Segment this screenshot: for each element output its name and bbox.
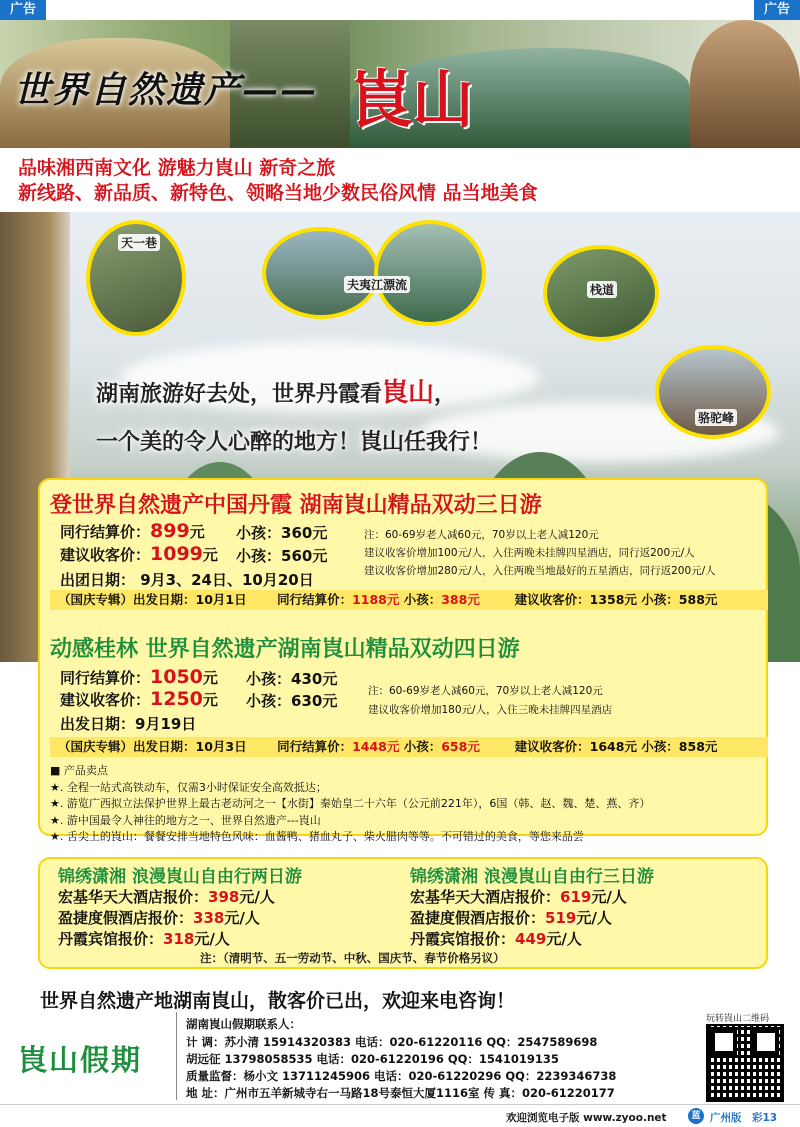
free-travel-price-row: 丹霞宾馆报价：449元/人 <box>410 930 582 948</box>
photo-circle-tianyixiang <box>86 220 186 336</box>
highlight-item: ★. 游览广西拟立法保护世界上最古老动河之一【水街】秦始皇二十六年（公元前221年），6国（韩、赵、魏、楚、燕、齐） <box>50 797 651 810</box>
contact-address: 地 址：广州市五羊新城寺右一马路18号泰恒大厦1116室 传 真：020-61220177 <box>186 1086 615 1100</box>
tour1-dates: 出团日期： 9月3、24日、10月20日 <box>60 571 314 589</box>
free-travel-note: 注：（清明节、五一劳动节、中秋、国庆节、春节价格另议） <box>200 951 505 965</box>
ad-tag-right: 广告 <box>754 0 800 20</box>
banner-place-name: 崀山 <box>350 63 475 136</box>
divider <box>176 1012 177 1100</box>
footer-edition: 广州版 <box>710 1112 742 1124</box>
free-travel-3day-title: 锦绣潇湘 浪漫崀山自由行三日游 <box>410 867 654 887</box>
tour1-peer-price: 同行结算价：899元 <box>60 520 205 542</box>
tour2-suggested-child: 小孩：630元 <box>246 692 338 710</box>
qr-code-icon <box>706 1024 784 1102</box>
scene-label: 天一巷 <box>118 234 160 251</box>
tour2-peer-child: 小孩：430元 <box>246 670 338 688</box>
tour2-suggested-price: 建议收客价：1250元 <box>60 688 218 710</box>
tour1-peer-child: 小孩：360元 <box>236 524 328 542</box>
product-highlights <box>50 763 650 846</box>
photo-circle-rafting-1 <box>262 227 380 319</box>
ad-tag-left: 广告 <box>0 0 46 20</box>
highlight-item: ★. 舌尖上的崀山：餐餐安排当地特色风味：血酱鸭、猪血丸子、柴火腊肉等等。不可错过的美食，等您来品尝 <box>50 830 584 843</box>
qr-label: 玩转崀山二维码 <box>706 1014 770 1024</box>
highlights-heading: ■ 产品卖点 <box>50 764 108 777</box>
edition-badge: 蓝 <box>688 1108 704 1124</box>
slogan-line-1: 湖南旅游好去处，世界丹霞看崀山， <box>96 378 457 408</box>
free-travel-price-row: 盈捷度假酒店报价：519元/人 <box>410 909 612 927</box>
tour1-note: 建议收客价增加280元/人，入住两晚当地最好的五星酒店，同行返200元/人 <box>364 565 716 577</box>
tagline-1: 品味湘西南文化 游魅力崀山 新奇之旅 <box>18 157 336 179</box>
footer-website: 欢迎浏览电子版 www.zyoo.net <box>506 1112 667 1124</box>
brand-name: 崀山假期 <box>18 1043 143 1077</box>
tour1-note: 建议收客价增加100元/人，入住两晚未挂牌四星酒店，同行返200元/人 <box>364 547 695 559</box>
page-footer <box>0 1104 800 1127</box>
contact-line: 计 调：苏小清 15914320383 电话：020-61220116 QQ：2547589698 <box>186 1035 598 1049</box>
photo-circle-camel-peak <box>655 345 771 439</box>
tour2-dates: 出发日期：9月19日 <box>60 715 197 733</box>
contact-line: 质量监督：杨小文 13711245906 电话：020-61220296 QQ：2239346738 <box>186 1069 617 1083</box>
scene-label: 骆驼峰 <box>695 409 737 426</box>
call-to-action: 世界自然遗产地湖南崀山，散客价已出，欢迎来电咨询！ <box>40 990 516 1012</box>
photo-circle-plankway <box>543 245 659 341</box>
tour2-national-day-strip: （国庆专辑）出发日期：10月3日 同行结算价：1448元 小孩：658元 建议收客价：1648元 小孩：858元 <box>50 737 768 757</box>
tour1-title: 登世界自然遗产中国丹霞 湖南崀山精品双动三日游 <box>50 493 542 518</box>
highlight-item: ★. 全程一站式高铁动车，仅需3小时保证安全高效抵达； <box>50 780 327 794</box>
tour1-suggested-price: 建议收客价：1099元 <box>60 543 218 565</box>
highlight-item: ★. 游中国最令人神往的地方之一、世界自然遗产---崀山 <box>50 813 321 827</box>
tour2-note: 建议收客价增加180元/人，入住三晚未挂牌四星酒店 <box>368 704 613 716</box>
footer-page-number: 彩13 <box>752 1112 778 1124</box>
tour2-title: 动感桂林 世界自然遗产湖南崀山精品双动四日游 <box>50 637 520 662</box>
tour1-national-day-strip: （国庆专辑）出发日期：10月1日 同行结算价：1188元 小孩：388元 建议收客价：1358元 小孩：588元 <box>50 590 768 610</box>
banner-title: 世界自然遗产—— <box>14 69 319 111</box>
header-banner <box>0 20 800 148</box>
tour1-note: 注：60-69岁老人减60元，70岁以上老人减120元 <box>364 529 599 541</box>
tour1-suggested-child: 小孩：560元 <box>236 547 328 565</box>
free-travel-price-row: 宏基华天大酒店报价：398元/人 <box>58 888 275 906</box>
free-travel-price-row: 盈捷度假酒店报价：338元/人 <box>58 909 260 927</box>
scene-label: 栈道 <box>587 281 617 298</box>
tour2-note: 注：60-69岁老人减60元，70岁以上老人减120元 <box>368 685 603 697</box>
banner-rock-scenery <box>690 20 800 148</box>
tagline-2: 新线路、新品质、新特色、领略当地少数民俗风情 品当地美食 <box>18 182 538 204</box>
photo-circle-rafting-2 <box>374 220 486 326</box>
tour2-peer-price: 同行结算价：1050元 <box>60 666 218 688</box>
free-travel-price-row: 宏基华天大酒店报价：619元/人 <box>410 888 627 906</box>
contact-heading: 湖南崀山假期联系人： <box>186 1017 301 1031</box>
free-travel-price-row: 丹霞宾馆报价：318元/人 <box>58 930 230 948</box>
scene-label: 夫夷江漂流 <box>344 276 410 293</box>
free-travel-2day-title: 锦绣潇湘 浪漫崀山自由行两日游 <box>58 867 302 887</box>
contact-line: 胡远征 13798058535 电话：020-61220196 QQ：1541019135 <box>186 1052 559 1066</box>
slogan-line-2: 一个美的令人心醉的地方！崀山任我行！ <box>96 430 493 455</box>
